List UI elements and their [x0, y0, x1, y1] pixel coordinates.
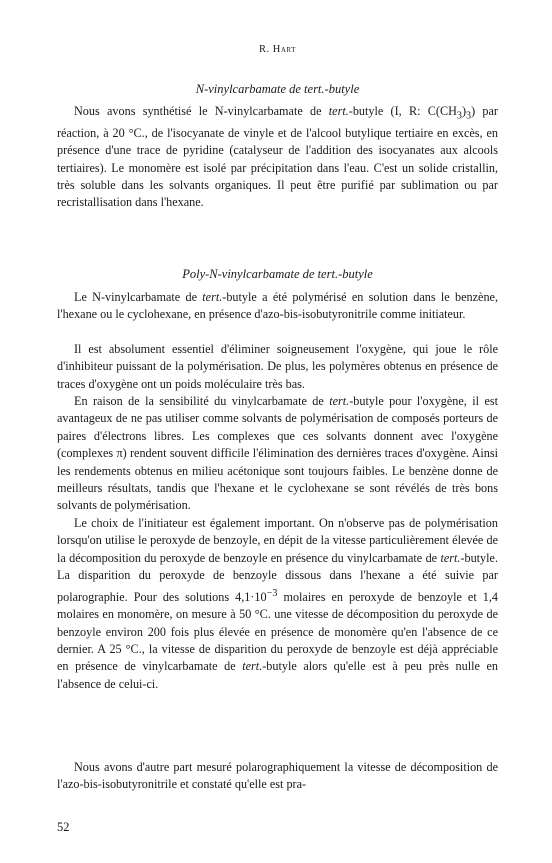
running-head: R. Hart: [259, 44, 296, 55]
section-title-monomer: N-vinylcarbamate de tert.-butyle: [195, 82, 360, 96]
paragraph-azo: Nous avons d'autre part mesuré polarographiquement la vitesse de décomposition de l'azo-bis-isobutyronitrile et constaté qu'elle est pra-: [57, 760, 498, 792]
paragraph-synthesis: Nous avons synthétisé le N-vinylcarbamate de tert.-butyle (I, R: $C(CH_3)_3$) par réaction, à 20 °C., de l'isocyanate de vinyle et de l'alcool butylique tertiaire en excès, en présence d'une trace de pyridine (catalyseur de l'addition des isocyanates aux alcools tertiaires). Le monomère est isolé par précipitation dans l'eau. C'est un solide cristallin, très soluble dans les solvants organiques. Il peut être purifié par sublimation ou par recristallisation dans l'hexane.: [57, 104, 498, 210]
section-title-polymer: Poly-N-vinylcarbamate de tert.-butyle: [182, 267, 373, 281]
paragraph-initiator: Le choix de l'initiateur est également important. On n'observe pas de polymérisation lorsqu'on utilise le peroxyde de benzoyle, en dépit de la vitesse particulièrement élevée de la décomposition du peroxyde de benzoyle en présence du vinylcarbamate de tert.-butyle. La disparition du peroxyde de benzoyle dissous dans l'hexane a été suivie par polarographie. Pour des solutions $4,1\cdot 10^{-3}$ molaires en peroxyde de benzoyle et 1,4 molaires en monomère, on mesure à 50 °C. une vitesse de décomposition du peroxyde de benzoyle environ 200 fois plus élevée en présence de monomère qu'en l'absence de ce dernier. A 25 °C., la vitesse de disparition du peroxyde de benzoyle est déjà appréciable en présence de vinylcarbamate de tert.-butyle alors qu'elle est à peu près nulle en l'absence de celui-ci.: [57, 516, 498, 691]
paragraph-solvents: En raison de la sensibilité du vinylcarbamate de tert.-butyle pour l'oxygène, il est avantageux de ne pas utiliser comme solvants de polymérisation de composés porteurs de paires d'électrons libres. Les complexes que ces solvants donnent avec l'oxygène (complexes π) rendent souvent difficile l'élimination des dernières traces d'oxygène. Ainsi les rendements obtenus en milieu acétonique sont toujours faibles. Le benzène donne de meilleurs résultats, tandis que l'hexane et le cyclohexane se sont révélés de très bons solvants de polymérisation.: [57, 394, 498, 513]
paragraph-oxygen: Il est absolument essentiel d'éliminer soigneusement l'oxygène, qui joue le rôle d'inhibiteur puissant de la polymérisation. De plus, les polymères obtenus en présence de traces d'oxygène ont un poids moléculaire très bas.: [57, 342, 498, 391]
page-number: 52: [57, 820, 70, 834]
paragraph-polymerisation: Le N-vinylcarbamate de tert.-butyle a été polymérisé en solution dans le benzène, l'hexane ou le cyclohexane, en présence d'azo-bis-isobutyronitrile comme initiateur.: [57, 290, 498, 322]
